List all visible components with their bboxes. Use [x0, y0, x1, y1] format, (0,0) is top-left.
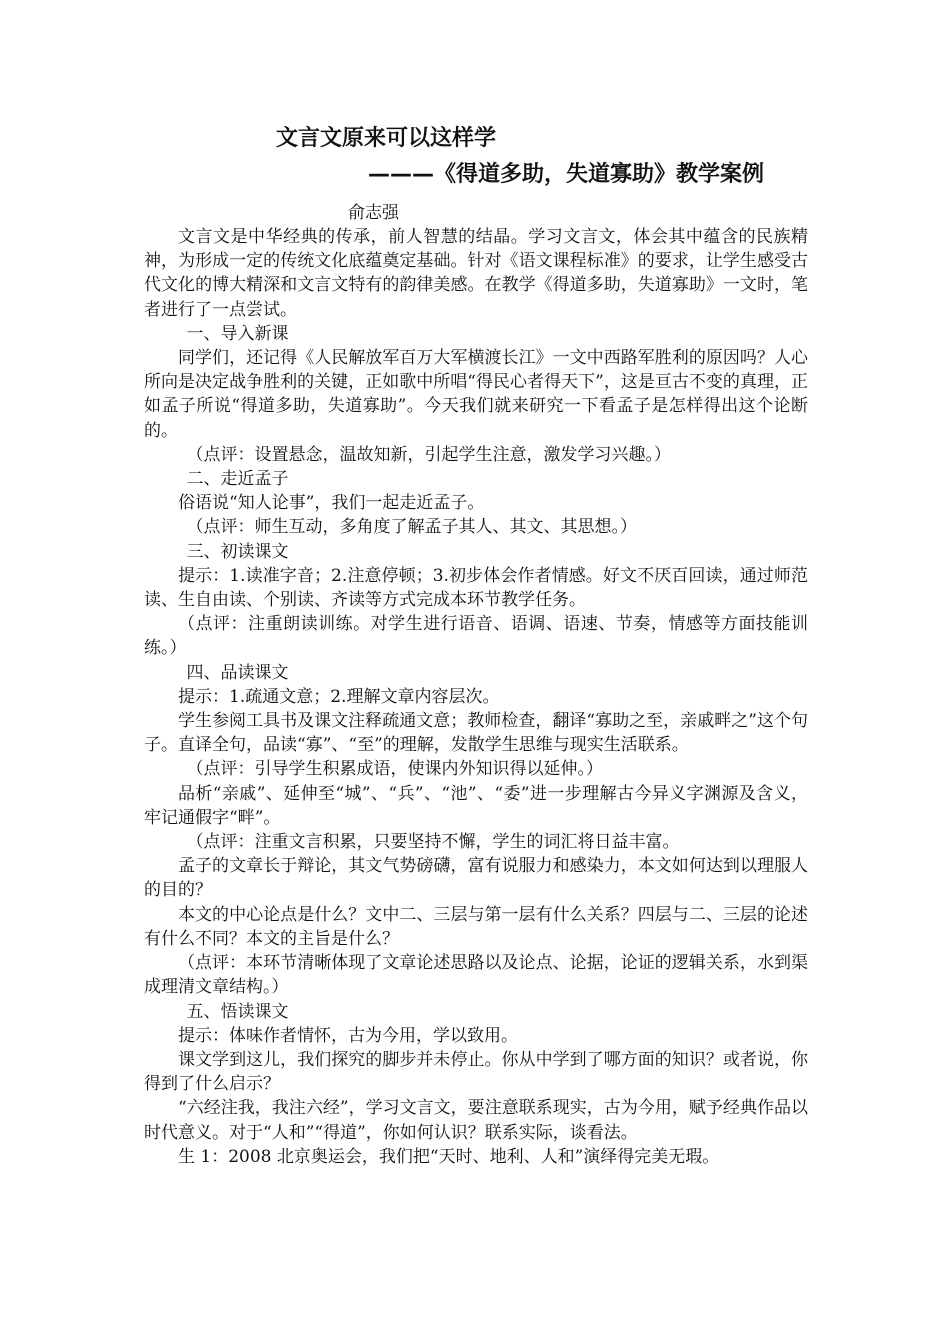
body-paragraph: （点评：本环节清晰体现了文章论述思路以及论点、论据，论证的逻辑关系，水到渠成理清文章结构。）	[144, 953, 808, 998]
section-heading: 四、品读课文	[186, 662, 289, 683]
body-paragraph: 孟子的文章长于辩论，其文气势磅礴，富有说服力和感染力，本文如何达到以理服人的目的？	[144, 856, 808, 901]
comment-paragraph: （点评：引导学生积累成语，使课内外知识得以延伸。）	[186, 759, 603, 780]
body-paragraph: 文言文是中华经典的传承，前人智慧的结晶。学习文言文，体会其中蕴含的民族精神，为形成一定的传统文化底蕴奠定基础。针对《语文课程标准》的要求，让学生感受古代文化的博大精深和文言文特有的韵律美感。在教学《得道多助，失道寡助》一文时，笔者进行了一点尝试。	[144, 227, 808, 320]
body-paragraph: 提示：体味作者情怀，古为今用，学以致用。	[178, 1025, 518, 1046]
body-paragraph: 俗语说“知人论事”，我们一起走近孟子。	[178, 493, 485, 514]
section-heading: 二、走近孟子	[186, 469, 289, 490]
document-body	[144, 225, 808, 1169]
body-paragraph: 课文学到这儿，我们探究的脚步并未停止。你从中学到了哪方面的知识？或者说，你得到了什么启示？	[144, 1049, 808, 1095]
body-paragraph: （点评：注重朗读训练。对学生进行语音、语调、语速、节奏，情感等方面技能训练。）	[144, 614, 808, 659]
section-heading: 五、悟读课文	[186, 1001, 289, 1022]
body-paragraph: 提示：1.读准字音；2.注意停顿；3.初步体会作者情感。好文不厌百回读，通过师范读、生自由读、个别读、齐读等方式完成本环节教学任务。	[144, 565, 808, 611]
author-name: 俞志强	[348, 203, 399, 223]
comment-paragraph: （点评：师生互动，多角度了解孟子其人、其文、其思想。）	[186, 517, 637, 538]
document-subtitle: ———《得道多助，失道寡助》教学案例	[368, 162, 765, 187]
body-paragraph: 本文的中心论点是什么？文中二、三层与第一层有什么关系？四层与二、三层的论述有什么不同？本文的主旨是什么？	[144, 904, 808, 949]
comment-paragraph: （点评：设置悬念，温故知新，引起学生注意，激发学习兴趣。）	[186, 444, 671, 465]
body-paragraph: 生 1：2008 北京奥运会，我们把“天时、地利、人和”演绎得完美无瑕。	[178, 1146, 720, 1167]
body-paragraph: 学生参阅工具书及课文注释疏通文意；教师检查，翻译“寡助之至，亲戚畔之”这个句子。直译全句，品读“寡”、“至”的理解，发散学生思维与现实生活联系。	[144, 711, 808, 756]
section-heading: 三、初读课文	[186, 541, 289, 562]
document-title: 文言文原来可以这样学	[276, 126, 497, 151]
body-paragraph: 提示：1.疏通文意；2.理解文章内容层次。	[178, 686, 500, 707]
body-paragraph: 同学们，还记得《人民解放军百万大军横渡长江》一文中西路军胜利的原因吗？人心所向是决定战争胜利的关键，正如歌中所唱“得民心者得天下”，这是亘古不变的真理，正如孟子所说“得道多助，失道寡助”。今天我们就来研究一下看孟子是怎样得出这个论断的。	[144, 348, 808, 441]
comment-paragraph: （点评：注重文言积累，只要坚持不懈，学生的词汇将日益丰富。	[186, 832, 680, 853]
body-paragraph: “六经注我，我注六经”，学习文言文，要注意联系现实，古为今用，赋予经典作品以时代意义。对于“人和”“得道”，你如何认识？联系实际，谈看法。	[144, 1098, 808, 1143]
section-heading: 一、导入新课	[186, 323, 289, 344]
body-paragraph: 品析“亲戚”、延伸至“城”、“兵”、“池”、“委”进一步理解古今异义字渊源及含义，牢记通假字“畔”。	[144, 783, 808, 828]
